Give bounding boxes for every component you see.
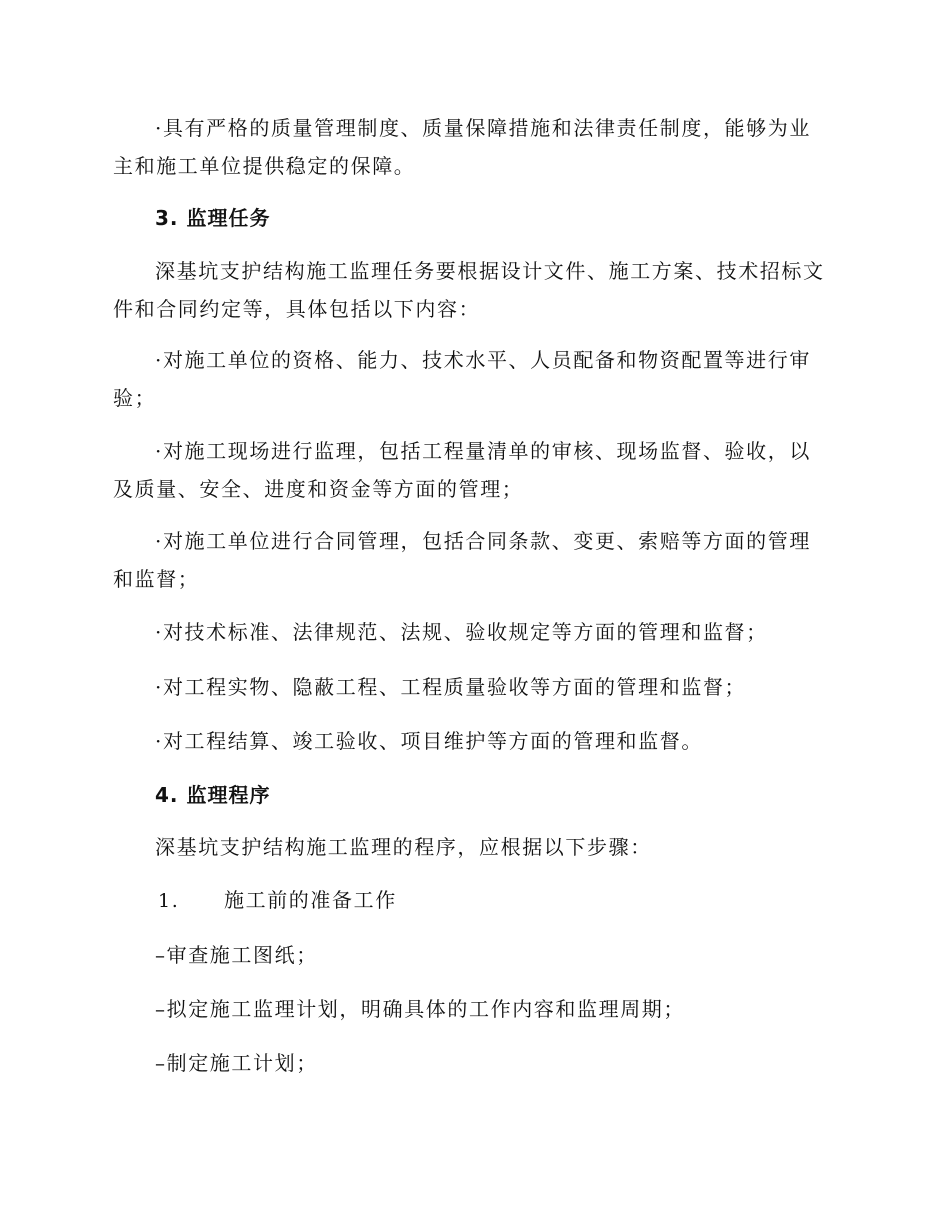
- body-paragraph-line: 件和合同约定等，具体包括以下内容：: [113, 297, 481, 321]
- step-text: 施工前的准备工作: [224, 888, 397, 912]
- dash-item: –拟定施工监理计划，明确具体的工作内容和监理周期；: [155, 997, 685, 1021]
- bullet-item-line: 和监督；: [113, 567, 200, 591]
- dash-item: –制定施工计划；: [155, 1051, 318, 1075]
- body-paragraph-line: 深基坑支护结构施工监理任务要根据设计文件、施工方案、技术招标文: [155, 259, 825, 283]
- bullet-item-line: 及质量、安全、进度和资金等方面的管理；: [113, 477, 524, 501]
- bullet-item-line: ·对施工现场进行监理，包括工程量清单的审核、现场监督、验收，以: [155, 439, 811, 463]
- bullet-item-line: ·对施工单位的资格、能力、技术水平、人员配备和物资配置等进行审: [155, 348, 811, 372]
- bullet-item-line: ·对技术标准、法律规范、法规、验收规定等方面的管理和监督；: [155, 620, 768, 644]
- bullet-paragraph-line: 主和施工单位提供稳定的保障。: [113, 154, 416, 178]
- bullet-item-line: ·对施工单位进行合同管理，包括合同条款、变更、索赔等方面的管理: [155, 529, 811, 553]
- body-paragraph-line: 深基坑支护结构施工监理的程序，应根据以下步骤：: [155, 835, 652, 859]
- bullet-item-line: 验；: [113, 386, 157, 410]
- section-heading-4: 4. 监理程序: [155, 783, 271, 807]
- bullet-item-line: ·对工程实物、隐蔽工程、工程质量验收等方面的管理和监督；: [155, 675, 747, 699]
- bullet-paragraph-line: ·具有严格的质量管理制度、质量保障措施和法律责任制度，能够为业: [155, 116, 811, 140]
- numbered-step: [158, 887, 397, 914]
- section-heading-3: 3. 监理任务: [155, 206, 271, 230]
- bullet-item-line: ·对工程结算、竣工验收、项目维护等方面的管理和监督。: [155, 729, 703, 753]
- step-number: 1.: [158, 890, 180, 912]
- dash-item: –审查施工图纸；: [155, 943, 318, 967]
